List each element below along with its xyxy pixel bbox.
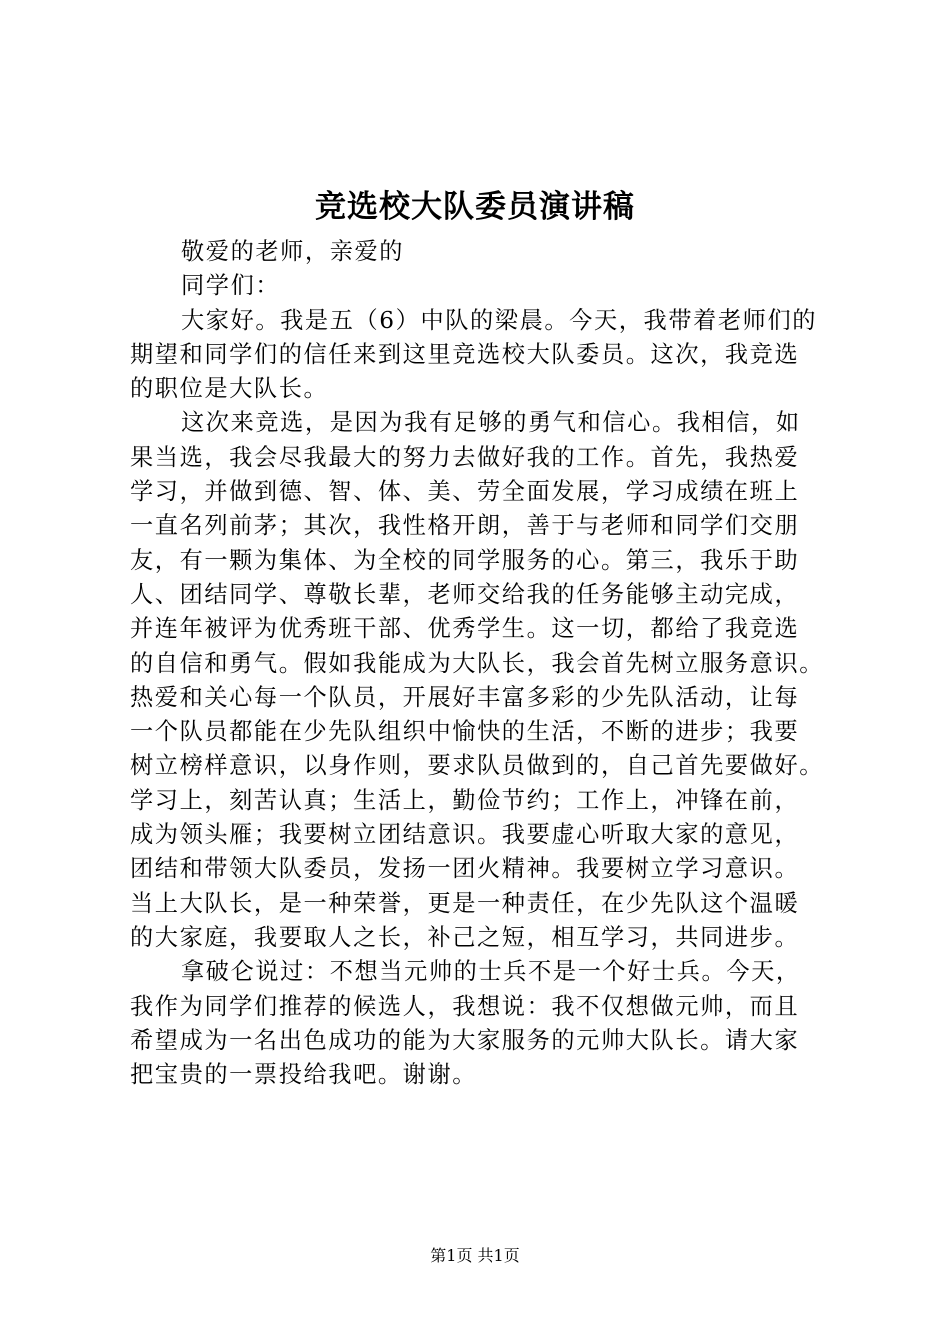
paragraph-line: 的自信和勇气。假如我能成为大队长，我会首先树立服务意识。 bbox=[130, 649, 825, 677]
paragraph-line: 期望和同学们的信任来到这里竞选校大队委员。这次，我竞选 bbox=[130, 340, 800, 368]
paragraph-line: 这次来竞选，是因为我有足够的勇气和信心。我相信，如 bbox=[181, 409, 801, 437]
paragraph-line: 的大家庭，我要取人之长，补己之短，相互学习，共同进步。 bbox=[130, 923, 800, 951]
paragraph-line: 团结和带领大队委员，发扬一团火精神。我要树立学习意识。 bbox=[130, 855, 800, 883]
paragraph-line: 成为领头雁；我要树立团结意识。我要虚心听取大家的意见， bbox=[130, 821, 800, 849]
paragraph-line: 拿破仑说过：不想当元帅的士兵不是一个好士兵。今天， bbox=[181, 958, 801, 986]
paragraph-line: 当上大队长，是一种荣誉，更是一种责任，在少先队这个温暖 bbox=[130, 889, 800, 917]
paragraph-line: 希望成为一名出色成功的能为大家服务的元帅大队长。请大家 bbox=[130, 1026, 800, 1054]
paragraph-line: 友，有一颗为集体、为全校的同学服务的心。第三，我乐于助 bbox=[130, 546, 800, 574]
salutation-line: 敬爱的老师，亲爱的 bbox=[181, 238, 405, 265]
paragraph-line: 树立榜样意识，以身作则，要求队员做到的，自己首先要做好。 bbox=[130, 752, 825, 780]
paragraph-line: 的职位是大队长。 bbox=[130, 375, 329, 403]
paragraph-line: 人、团结同学、尊敬长辈，老师交给我的任务能够主动完成， bbox=[130, 580, 800, 608]
paragraph-line: 并连年被评为优秀班干部、优秀学生。这一切，都给了我竞选 bbox=[130, 615, 800, 643]
document-title: 竞选校大队委员演讲稿 bbox=[315, 189, 635, 225]
paragraph-line: 学习，并做到德、智、体、美、劳全面发展，学习成绩在班上 bbox=[130, 478, 800, 506]
salutation-line: 同学们： bbox=[181, 272, 281, 300]
paragraph-line: 学习上，刻苦认真；生活上，勤俭节约；工作上，冲锋在前， bbox=[130, 786, 800, 814]
paragraph-line: 热爱和关心每一个队员，开展好丰富多彩的少先队活动，让每 bbox=[130, 683, 800, 711]
paragraph-line: 一个队员都能在少先队组织中愉快的生活，不断的进步；我要 bbox=[130, 718, 800, 746]
page-footer: 第1页 共1页 bbox=[430, 1246, 520, 1265]
paragraph-line: 大家好。我是五（6）中队的梁晨。今天，我带着老师们的 bbox=[181, 306, 818, 334]
paragraph-line: 果当选，我会尽我最大的努力去做好我的工作。首先，我热爱 bbox=[130, 443, 800, 471]
paragraph-line: 一直名列前茅；其次，我性格开朗，善于与老师和同学们交朋 bbox=[130, 512, 800, 540]
paragraph-line: 我作为同学们推荐的候选人，我想说：我不仅想做元帅，而且 bbox=[130, 992, 800, 1020]
paragraph-line: 把宝贵的一票投给我吧。谢谢。 bbox=[130, 1061, 478, 1089]
document-body bbox=[130, 235, 830, 1092]
